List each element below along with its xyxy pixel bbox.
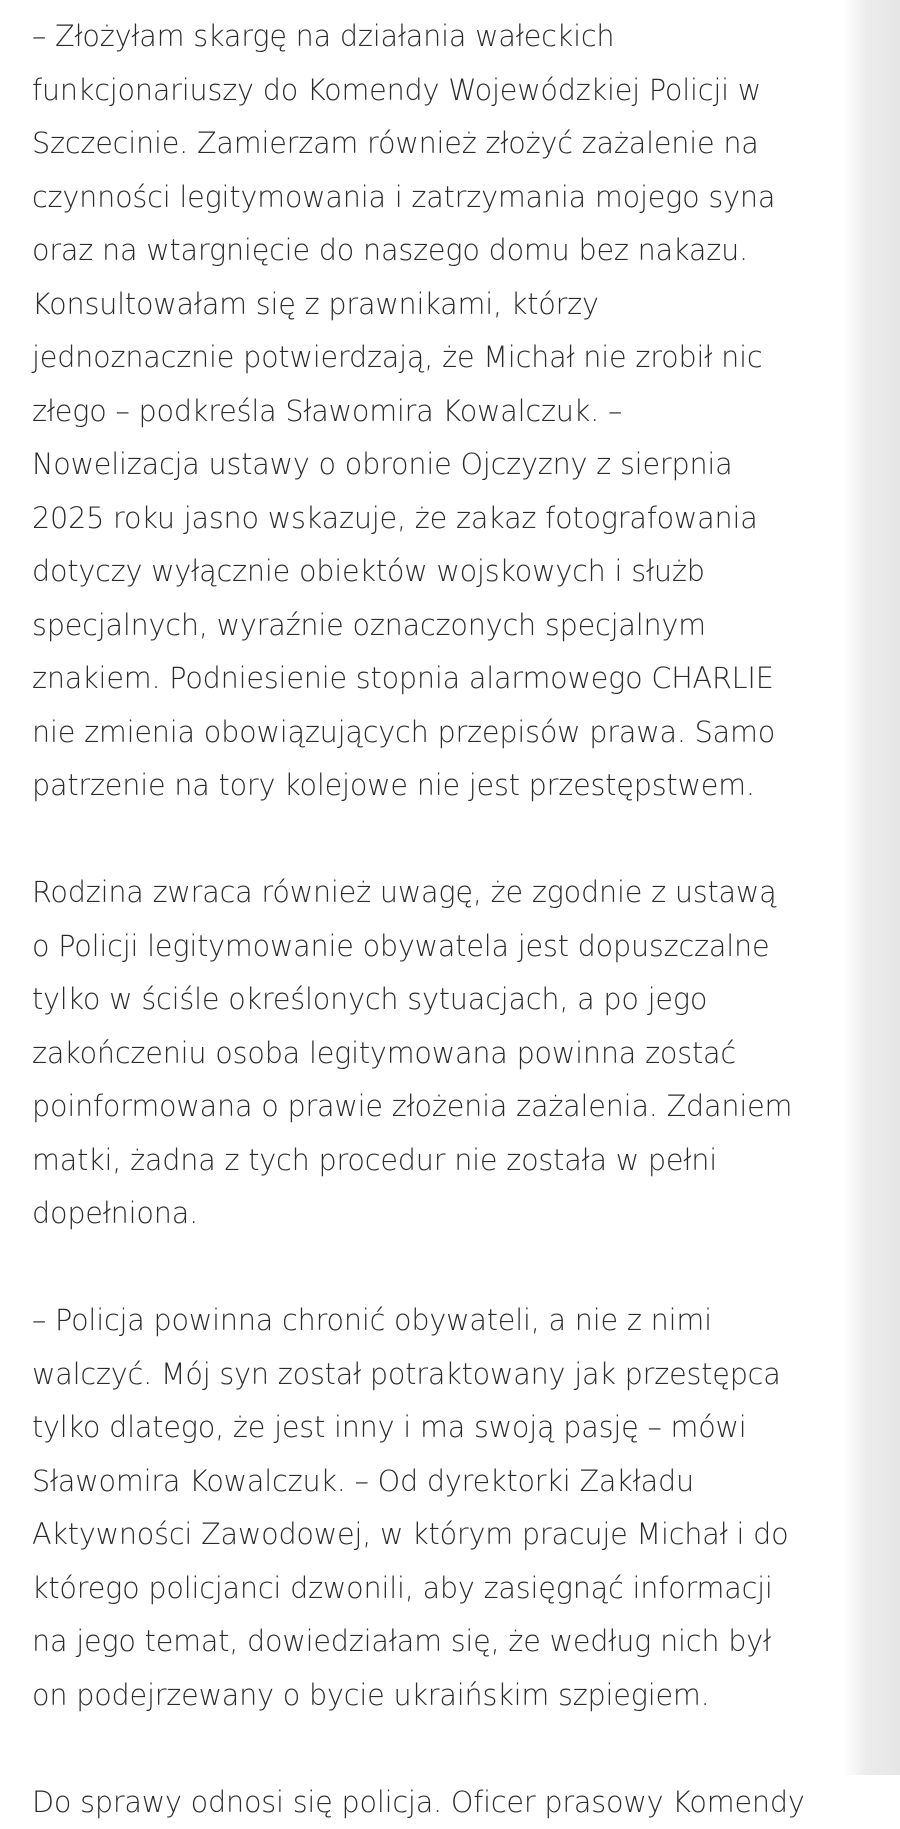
text-line: Aktywności Zawodowej, w którym pracuje Michał i do [32,1508,862,1562]
text-line: – Policja powinna chronić obywateli, a nie z nimi [32,1294,862,1348]
text-line: o Policji legitymowanie obywatela jest dopuszczalne [32,920,862,974]
text-line: oraz na wtargnięcie do naszego domu bez nakazu. [32,224,862,278]
paragraph-spacer [32,1722,872,1776]
paragraph-police-response [32,1776,872,1829]
text-line: matki, żadna z tych procedur nie została w pełni [32,1134,862,1188]
text-line: on podejrzewany o bycie ukraińskim szpiegiem. [32,1669,862,1723]
text-line: Konsultowałam się z prawnikami, którzy [32,278,862,332]
paragraph-family-remarks [32,866,872,1241]
article-body [32,10,872,1829]
paragraph-mother-quote [32,1294,872,1722]
text-line: znakiem. Podniesienie stopnia alarmowego CHARLIE [32,652,862,706]
text-line: Sławomira Kowalczuk. – Od dyrektorki Zakładu [32,1455,862,1509]
scroll-edge [844,0,900,1775]
text-line: specjalnych, wyraźnie oznaczonych specjalnym [32,599,862,653]
text-line: na jego temat, dowiedziałam się, że według nich był [32,1615,862,1669]
text-line: czynności legitymowania i zatrzymania mojego syna [32,171,862,225]
text-line: poinformowana o prawie złożenia zażalenia. Zdaniem [32,1080,862,1134]
text-line: Szczecinie. Zamierzam również złożyć zażalenie na [32,117,862,171]
text-line: tylko w ściśle określonych sytuacjach, a po jego [32,973,862,1027]
text-line: patrzenie na tory kolejowe nie jest przestępstwem. [32,759,862,813]
text-line: złego – podkreśla Sławomira Kowalczuk. – [32,385,862,439]
text-line: – Złożyłam skargę na działania wałeckich [32,10,862,64]
text-line: którego policjanci dzwonili, aby zasięgnąć informacji [32,1562,862,1616]
text-line: zakończeniu osoba legitymowana powinna zostać [32,1027,862,1081]
text-line: jednoznacznie potwierdzają, że Michał nie zrobił nic [32,331,862,385]
text-line: dotyczy wyłącznie obiektów wojskowych i służb [32,545,862,599]
text-line: Do sprawy odnosi się policja. Oficer prasowy Komendy [32,1776,862,1829]
paragraph-spacer [32,813,872,867]
text-line: walczyć. Mój syn został potraktowany jak przestępca [32,1348,862,1402]
text-line: tylko dlatego, że jest inny i ma swoją pasję – mówi [32,1401,862,1455]
text-line: 2025 roku jasno wskazuje, że zakaz fotografowania [32,492,862,546]
text-line: Nowelizacja ustawy o obronie Ojczyzny z sierpnia [32,438,862,492]
paragraph-spacer [32,1241,872,1295]
text-line: Rodzina zwraca również uwagę, że zgodnie z ustawą [32,866,862,920]
text-line: nie zmienia obowiązujących przepisów prawa. Samo [32,706,862,760]
paragraph-complaint-quote [32,10,872,813]
text-line: funkcjonariuszy do Komendy Wojewódzkiej Policji w [32,64,862,118]
text-line: dopełniona. [32,1187,862,1241]
